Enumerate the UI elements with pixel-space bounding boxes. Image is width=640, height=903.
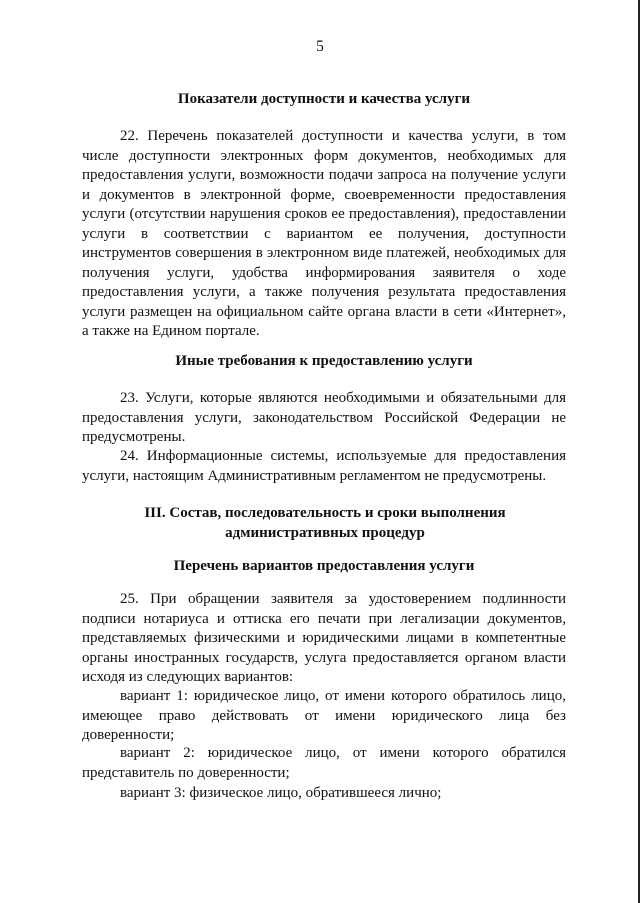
paragraph-24: 24. Информационные системы, используемые для предоставления услуги, настоящим Административным регламентом не предусмотрены. — [82, 448, 566, 484]
section-heading-variants: Перечень вариантов предоставления услуги — [173, 558, 475, 574]
chapter-heading-iii: III. Состав, последовательность и сроки выполнения административных процедур — [144, 505, 506, 541]
section-heading-accessibility: Показатели доступности и качества услуги — [177, 91, 471, 107]
page-number: 5 — [316, 38, 324, 55]
section-heading-other-requirements: Иные требования к предоставлению услуги — [175, 353, 473, 369]
paragraph-23: 23. Услуги, которые являются необходимыми и обязательными для предоставления услуги, законодательством Российской Федерации не предусмотрены. — [82, 390, 566, 445]
variant-3: вариант 3: физическое лицо, обратившееся лично; — [120, 785, 442, 801]
variant-1: вариант 1: юридическое лицо, от имени которого обратилось лицо, имеющее право действовать от имени юридического лица без доверенности; — [82, 688, 566, 743]
paragraph-22: 22. Перечень показателей доступности и качества услуги, в том числе доступности электронных форм документов, необходимых для предоставления услуги, возможности подачи запроса на получение услуги и документов в электронной форме, своевременности предоставления услуги (отсутствии нарушения сроков ее предоставления), предоставлении услуги в соответствии с вариантом ее получения, доступности инструментов совершения в электронном виде платежей, необходимых для получения услуги, удобства информирования заявителя о ходе предоставления услуги, а также получения результата предоставления услуги размещен на официальном сайте органа власти в сети «Интернет», а также на Едином портале. — [82, 128, 566, 339]
paragraph-25: 25. При обращении заявителя за удостоверением подлинности подписи нотариуса и оттиска его печати при легализации документов, представляемых физическими и юридическими лицами в компетентные органы иностранных государств, услуга предоставляется органом власти исходя из следующих вариантов: — [82, 591, 566, 685]
variant-2: вариант 2: юридическое лицо, от имени которого обратился представитель по доверенности; — [82, 745, 566, 781]
